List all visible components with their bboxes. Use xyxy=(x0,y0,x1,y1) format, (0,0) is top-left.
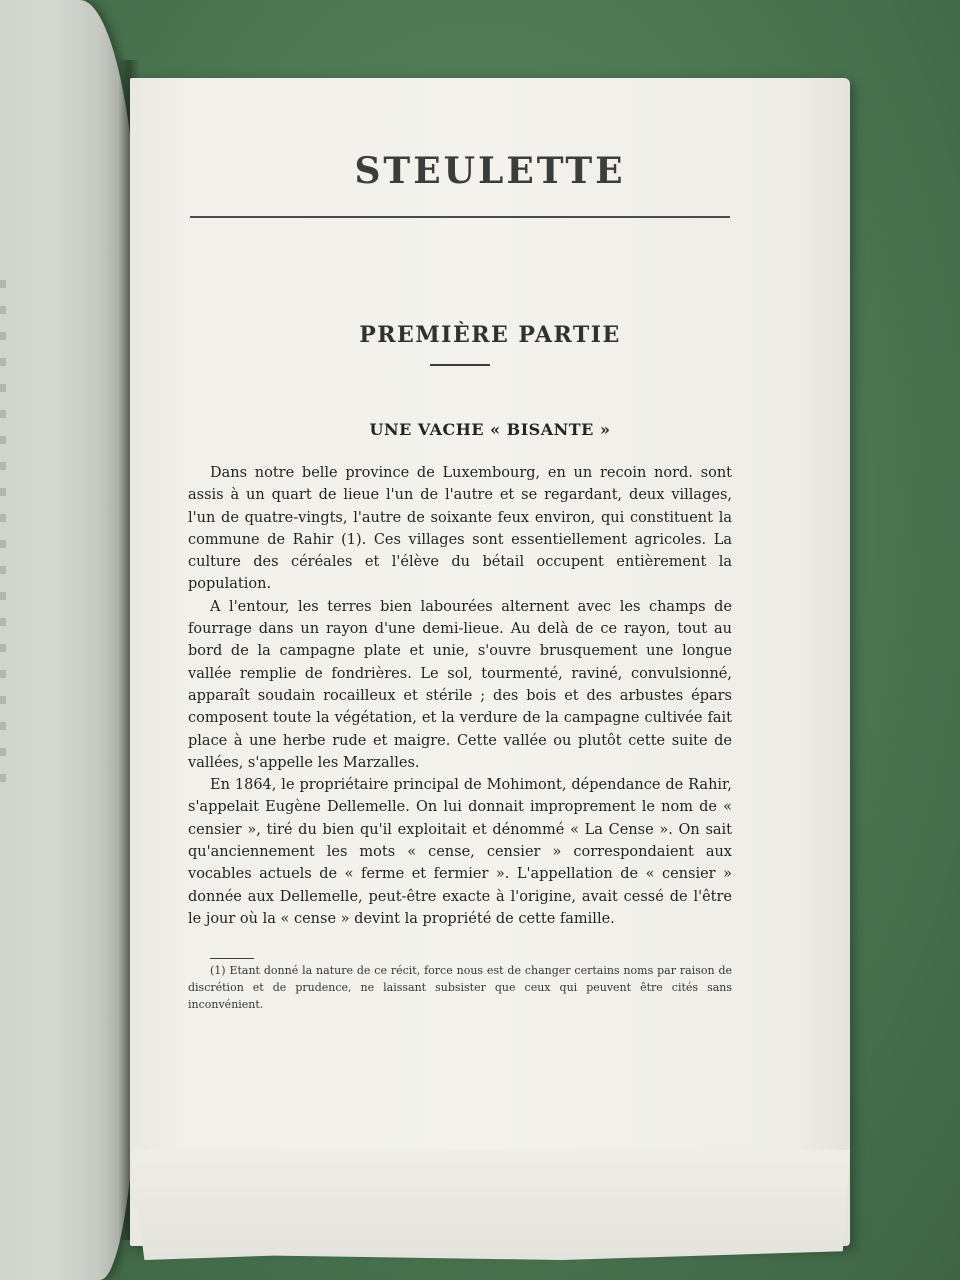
body-text xyxy=(188,462,732,930)
facing-page-text-bleed xyxy=(0,280,6,800)
paragraph: A l'entour, les terres bien labourées alternent avec les champs de fourrage dans un rayon d'une demi-lieue. Au delà de ce rayon, tout au bord de la campagne plate et unie, s'ouvre brusquement une longue vallée remplie de fondrières. Le sol, tourmenté, raviné, convulsionné, apparaît soudain rocailleux et stérile ; des bois et des arbustes épars composent toute la végétation, et la verdure de la campagne cultivée fait place à une herbe rude et maigre. Cette vallée ou plutôt cette suite de vallées, s'appelle les Marzalles. xyxy=(188,598,732,771)
book-title: STEULETTE xyxy=(354,150,626,192)
part-rule xyxy=(430,364,490,366)
page-stack-edge xyxy=(130,1150,850,1260)
chapter-heading: UNE VACHE « BISANTE » xyxy=(369,420,611,439)
part-heading: PREMIÈRE PARTIE xyxy=(359,322,621,348)
paragraph: En 1864, le propriétaire principal de Mohimont, dépendance de Rahir, s'appelait Eugène Dellemelle. On lui donnait improprement le nom de « censier », tiré du bien qu'il exploitait et dénommé « La Cense ». On sait qu'anciennement les mots « cense, censier » correspondaient aux vocables actuels de « ferme et fermier ». L'appellation de « censier » donnée aux Dellemelle, peut-être exacte à l'origine, avait cessé de l'être le jour où la « cense » devint la propriété de cette famille. xyxy=(188,777,732,927)
paragraph: Dans notre belle province de Luxembourg, en un recoin nord. sont assis à un quart de lieue l'un de l'autre et se regardant, deux villages, l'un de quatre-vingts, l'autre de soixante feux environ, qui constituent la commune de Rahir (1). Ces villages sont essentiellement agricoles. La culture des céréales et l'élève du bétail occupent entièrement la population. xyxy=(188,465,732,593)
footnote: (1) Etant donné la nature de ce récit, force nous est de changer certains noms par raison de discrétion et de prudence, ne laissant subsister que ceux qui peuvent être cités sans inconvénient. xyxy=(188,964,732,1011)
footnote-rule xyxy=(210,958,254,959)
title-rule xyxy=(190,216,730,218)
